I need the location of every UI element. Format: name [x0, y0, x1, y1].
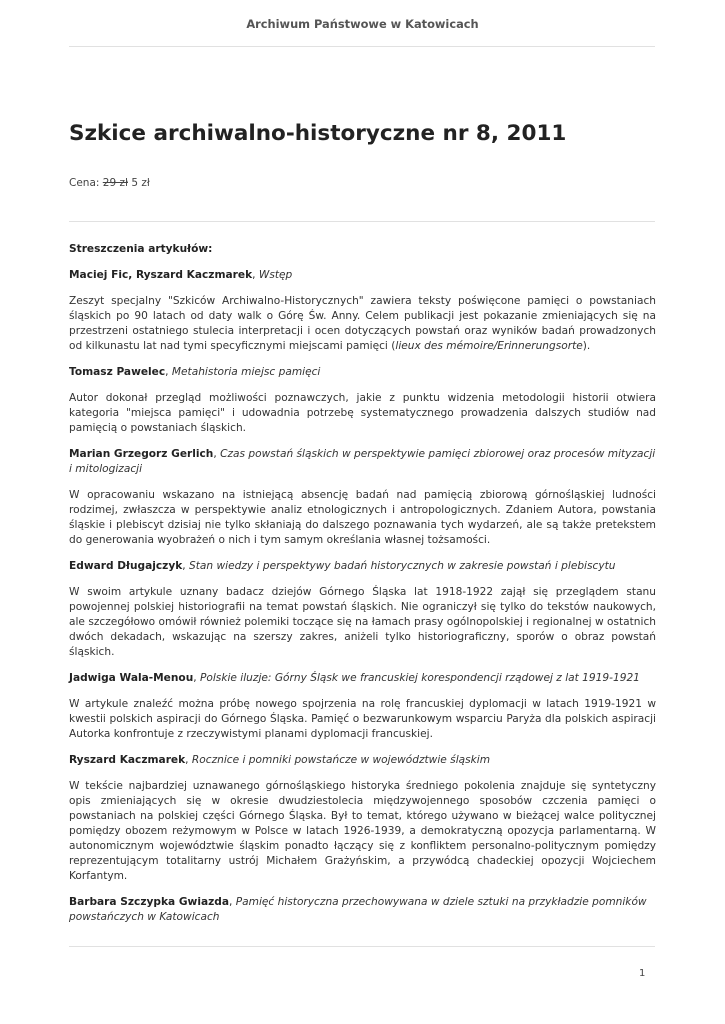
- entry-separator: ,: [213, 448, 221, 460]
- entry-separator: ,: [193, 672, 200, 684]
- entry-separator: ,: [182, 560, 190, 572]
- entry-article-title: Stan wiedzy i perspektywy badań historycznych w zakresie powstań i plebiscytu: [189, 560, 616, 572]
- entry-author: Barbara Szczypka Gwiazda: [69, 896, 230, 908]
- entry-heading: [69, 895, 656, 925]
- entry-author: Ryszard Kaczmarek: [69, 754, 186, 766]
- abstract-italic-term: lieux des mémoire/Erinnerungsorte: [395, 340, 583, 352]
- entry-heading: [69, 365, 656, 380]
- entry-heading: [69, 671, 656, 686]
- entry-author: Maciej Fic, Ryszard Kaczmarek: [69, 269, 253, 281]
- entry-article-title: Wstęp: [258, 269, 293, 281]
- entry-heading: [69, 753, 656, 768]
- entry-heading: [69, 559, 656, 574]
- price-label: Cena:: [69, 177, 100, 189]
- abstract-text-end: ).: [582, 340, 591, 352]
- new-price: 5 zł: [131, 177, 150, 189]
- entry-article-title: Pamięć historyczna przechowywana w dziele sztuki na przykładzie pomników powstańczych w Katowicach: [69, 896, 647, 923]
- document-header: Archiwum Państwowe w Katowicach: [246, 17, 479, 31]
- entry-article-title: Czas powstań śląskich w perspektywie pamięci zbiorowej oraz procesów mityzacji i mitologizacji: [69, 448, 656, 475]
- entry-author: Jadwiga Wala-Menou: [69, 672, 194, 684]
- entry-abstract: W tekście najbardziej uznawanego górnośląskiego historyka średniego pokolenia znajduje się syntetyczny opis zmieniających się w okresie dwudziestolecia międzywojennego sposobów czczenia pamięci o powstaniach na polskiej części Górnego Śląska. Był to temat, którego używano w bieżącej walce politycznej pomiędzy obozem reżymowym w Polsce w latach 1926-1939, a demokratyczną opozycja parlamentarną. W autonomicznym województwie śląskim ponadto łączący się z konfliktem personalno-politycznym pomiędzy reprezentującym totalitarny ustrój Michałem Grażyńskim, a przywódcą chadeckiej opozycji Wojciechem Korfantym.: [69, 780, 656, 882]
- entry-separator: ,: [185, 754, 192, 766]
- abstracts-section: [69, 242, 656, 936]
- entry-article-title: Metahistoria miejsc pamięci: [171, 366, 321, 378]
- entry-separator: ,: [229, 896, 236, 908]
- section-heading: Streszczenia artykułów:: [69, 243, 213, 255]
- entry-abstract: W opracowaniu wskazano na istniejącą absencję badań nad pamięcią zbiorową górnośląskiej ludności rodzimej, zwłaszcza w perspektywie analiz etnologicznych i antropologicznych. Zdaniem Autora, powstania śląskie i plebiscyt dzisiaj nie tylko skłaniają do dalszego poznawania tych wydarzeń, ale są także pretekstem do generowania wyobrażeń o nich i tym samym określania własnej tożsamości.: [69, 489, 656, 546]
- header-divider: [69, 46, 655, 47]
- entry-abstract: Autor dokonał przegląd możliwości poznawczych, jakie z punktu widzenia metodologii historii otwiera kategoria "miejsca pamięci" i udowadnia potrzebę systematycznego prowadzenia dalszych studiów nad pamięcią o powstaniach śląskich.: [69, 392, 656, 434]
- entry-abstract: [69, 294, 656, 354]
- entry-heading: [69, 268, 656, 283]
- entry-heading: [69, 447, 656, 477]
- entry-author: Marian Grzegorz Gerlich: [69, 448, 214, 460]
- entry-abstract: W swoim artykule uznany badacz dziejów Górnego Śląska lat 1918-1922 zajął się przeglądem stanu powojennej polskiej historiografii na temat powstań śląskich. Nie ograniczył się tylko do tekstów naukowych, ale szczegółowo omówił również polemiki toczące się na łamach prasy ogólnopolskiej i regionalnej w ostatnich dwóch dekadach, wskazując na szerszy zakres, aniżeli tylko historiograficzny, sporów o obraz powstań śląskich.: [69, 586, 656, 658]
- title-divider: [69, 221, 655, 222]
- page-title: Szkice archiwalno-historyczne nr 8, 2011: [69, 121, 567, 146]
- entry-separator: ,: [252, 269, 259, 281]
- entry-article-title: Polskie iluzje: Górny Śląsk we francuskiej korespondencji rządowej z lat 1919-1921: [199, 672, 640, 684]
- entry-separator: ,: [165, 366, 172, 378]
- price-line: [69, 177, 150, 189]
- entry-article-title: Rocznice i pomniki powstańcze w województwie śląskim: [191, 754, 491, 766]
- abstract-text: Zeszyt specjalny "Szkiców Archiwalno-Historycznych" zawiera teksty poświęcone pamięci o powstaniach śląskich po 90 latach od daty walk o Górę Św. Anny. Celem publikacji jest pokazanie zmieniających się na przestrzeni ostatniego stulecia interpretacji i ocen dotyczących powstań oraz wyników badań prowadzonych od kilkunastu lat nad tymi specyficznymi miejscami pamięci (: [69, 295, 656, 352]
- old-price: 29 zł: [102, 177, 128, 189]
- entry-author: Tomasz Pawelec: [69, 366, 166, 378]
- entry-author: Edward Długajczyk: [69, 560, 183, 572]
- page-number: 1: [639, 968, 646, 979]
- footer-divider: [69, 946, 655, 947]
- entry-abstract: W artykule znaleźć można próbę nowego spojrzenia na rolę francuskiej dyplomacji w latach 1919-1921 w kwestii polskich aspiracji do Górnego Śląska. Pamięć o bezwarunkowym wsparciu Paryża dla polskich aspiracji Autorka konfrontuje z rzeczywistymi planami dyplomacji francuskiej.: [69, 698, 656, 740]
